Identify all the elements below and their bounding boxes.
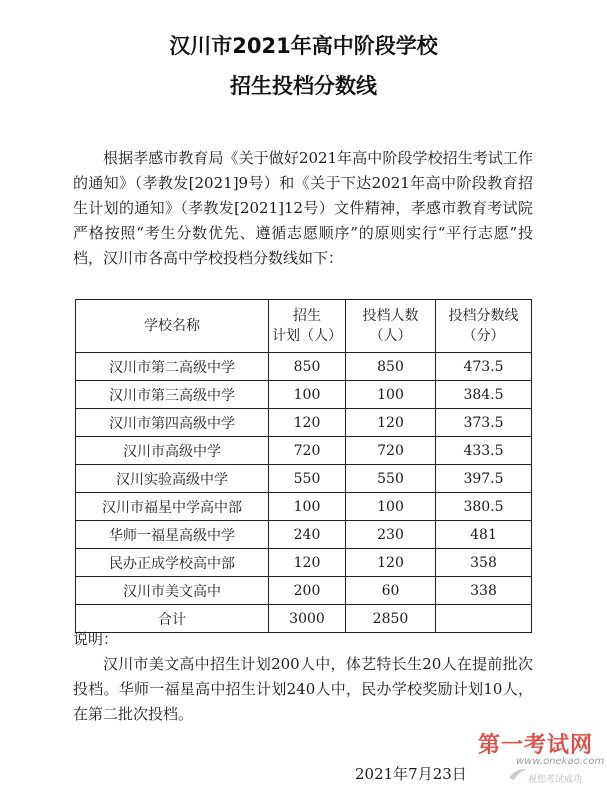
table-row	[76, 437, 532, 465]
cell-plan: 200	[269, 577, 346, 605]
header-score-line1: 投档分数线	[448, 308, 519, 324]
cell-plan: 120	[269, 549, 346, 577]
cell-plan: 720	[269, 437, 346, 465]
document-title-line2: 招生投档分数线	[230, 74, 377, 98]
header-school	[76, 300, 269, 353]
header-admitted-line2: （人）	[369, 328, 412, 344]
cell-admitted: 100	[346, 493, 436, 521]
total-score-empty	[436, 605, 532, 633]
cell-plan: 240	[269, 521, 346, 549]
cell-admitted: 720	[346, 437, 436, 465]
cell-score: 358	[436, 549, 532, 577]
total-plan: 3000	[269, 605, 346, 633]
header-school-label: 学校名称	[144, 318, 200, 334]
cell-score: 380.5	[436, 493, 532, 521]
score-table	[75, 299, 532, 633]
cell-plan: 120	[269, 409, 346, 437]
watermark	[478, 728, 603, 798]
table-total-row	[76, 605, 532, 633]
cell-school: 汉川市第三高级中学	[76, 381, 269, 409]
cell-plan: 850	[269, 353, 346, 381]
watermark-url: www.onekao.com	[516, 756, 605, 767]
cell-school: 华师一福星高级中学	[76, 521, 269, 549]
cell-score: 473.5	[436, 353, 532, 381]
cell-admitted: 550	[346, 465, 436, 493]
note-paragraph: 汉川市美文高中招生计划200人中，体艺特长生20人在提前批次投档。华师一福星高中招生计划240人中，民办学校奖励计划10人，在第二批次投档。	[73, 655, 533, 723]
table-header-row	[76, 300, 532, 353]
cell-score: 397.5	[436, 465, 532, 493]
cell-school: 民办正成学校高中部	[76, 549, 269, 577]
cell-score: 433.5	[436, 437, 532, 465]
cell-school: 汉川市美文高中	[76, 577, 269, 605]
cell-admitted: 120	[346, 549, 436, 577]
table-row	[76, 353, 532, 381]
header-score	[436, 300, 532, 353]
table-row	[76, 381, 532, 409]
watermark-brand: 第一考试网	[478, 733, 594, 758]
cell-admitted: 100	[346, 381, 436, 409]
note-label: 说明：	[73, 630, 119, 648]
watermark-slogan: 祝您考试成功	[528, 775, 583, 785]
cell-admitted: 120	[346, 409, 436, 437]
table-row	[76, 465, 532, 493]
cell-school: 汉川市福星中学高中部	[76, 493, 269, 521]
header-plan-line2: 计划（人）	[272, 328, 342, 344]
intro-paragraph	[73, 146, 533, 271]
cell-plan: 550	[269, 465, 346, 493]
cell-school: 汉川市第四高级中学	[76, 409, 269, 437]
header-admitted	[346, 300, 436, 353]
table-row	[76, 577, 532, 605]
table-row	[76, 549, 532, 577]
header-admitted-line1: 投档人数	[362, 308, 419, 324]
cell-admitted: 850	[346, 353, 436, 381]
header-plan-line1: 招生	[293, 308, 321, 324]
cell-admitted: 60	[346, 577, 436, 605]
cell-school: 汉川市第二高级中学	[76, 353, 269, 381]
table-row	[76, 409, 532, 437]
table-row	[76, 493, 532, 521]
intro-text: 根据孝感市教育局《关于做好2021年高中阶段学校招生考试工作的通知》（孝教发[2021]9号）和《关于下达2021年高中阶段教育招生计划的通知》（孝教发[2021]12号）文件精神，孝感市教育考试院严格按照“考生分数优先、遵循志愿顺序”的原则实行“平行志愿”投档，汉川市各高中学校投档分数线如下：	[73, 149, 533, 267]
table-row	[76, 521, 532, 549]
cell-plan: 100	[269, 493, 346, 521]
header-plan	[269, 300, 346, 353]
total-admitted: 2850	[346, 605, 436, 633]
cell-score: 338	[436, 577, 532, 605]
swoosh-logo-icon	[508, 766, 528, 782]
cell-score: 384.5	[436, 381, 532, 409]
cell-score: 481	[436, 521, 532, 549]
header-score-line2: （分）	[462, 328, 505, 344]
cell-admitted: 230	[346, 521, 436, 549]
document-date: 2021年7月23日	[355, 765, 467, 783]
total-label: 合计	[76, 605, 269, 633]
cell-score: 373.5	[436, 409, 532, 437]
cell-school: 汉川实验高级中学	[76, 465, 269, 493]
cell-school: 汉川市高级中学	[76, 437, 269, 465]
cell-plan: 100	[269, 381, 346, 409]
document-title-line1: 汉川市2021年高中阶段学校	[169, 34, 438, 58]
